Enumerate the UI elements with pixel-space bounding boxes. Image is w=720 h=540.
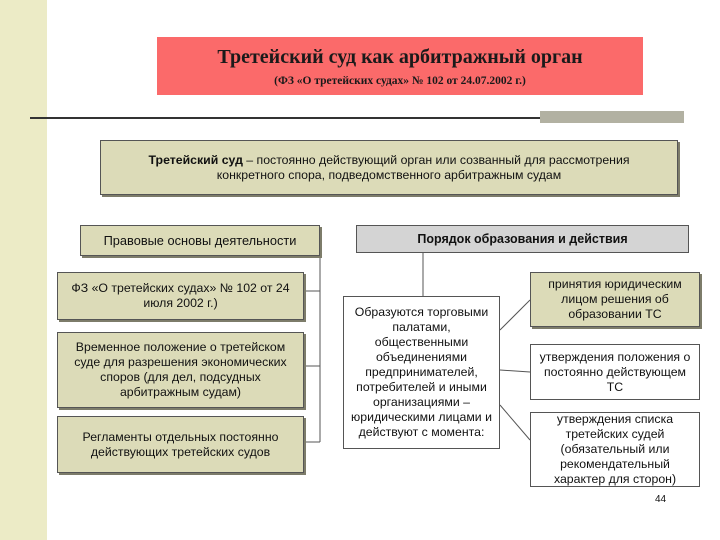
definition-term: Третейский суд bbox=[148, 152, 243, 167]
page-subtitle: (ФЗ «О третейских судах» № 102 от 24.07.2002 г.) bbox=[274, 75, 526, 87]
page-number: 44 bbox=[655, 494, 667, 505]
legal-basis-item-2: Временное положение о третейском суде для разрешения экономических споров (для дел, подсудных арбитражным судам) bbox=[57, 332, 304, 408]
divider-block bbox=[540, 111, 684, 123]
page-title: Третейский суд как арбитражный орган bbox=[217, 46, 583, 68]
legal-basis-item-3: Регламенты отдельных постоянно действующих третейских судов bbox=[57, 416, 304, 473]
definition-box bbox=[100, 140, 678, 195]
divider-line bbox=[30, 117, 540, 119]
formation-moment-item-3: утверждения списка третейских судей (обязательный или рекомендательный характер для сторон) bbox=[530, 412, 700, 487]
legal-basis-item-1: ФЗ «О третейских судах» № 102 от 24 июля 2002 г.) bbox=[57, 272, 304, 320]
definition-text: – постоянно действующий орган или созванный для рассмотрения конкретного спора, подведомственного арбитражным судам bbox=[216, 152, 630, 182]
decorative-left-strip bbox=[0, 0, 47, 540]
formation-moment-item-2: утверждения положения о постоянно действующем ТС bbox=[530, 344, 700, 400]
formation-description-box: Образуются торговыми палатами, общественными объединениями предпринимателей, потребителей и иными организациями – юридическими лицами и действуют с момента: bbox=[343, 296, 500, 449]
title-banner bbox=[157, 37, 643, 95]
right-branch-header: Порядок образования и действия bbox=[356, 225, 689, 253]
left-branch-header: Правовые основы деятельности bbox=[80, 225, 320, 256]
formation-moment-item-1: принятия юридическим лицом решения об образовании ТС bbox=[530, 272, 700, 327]
